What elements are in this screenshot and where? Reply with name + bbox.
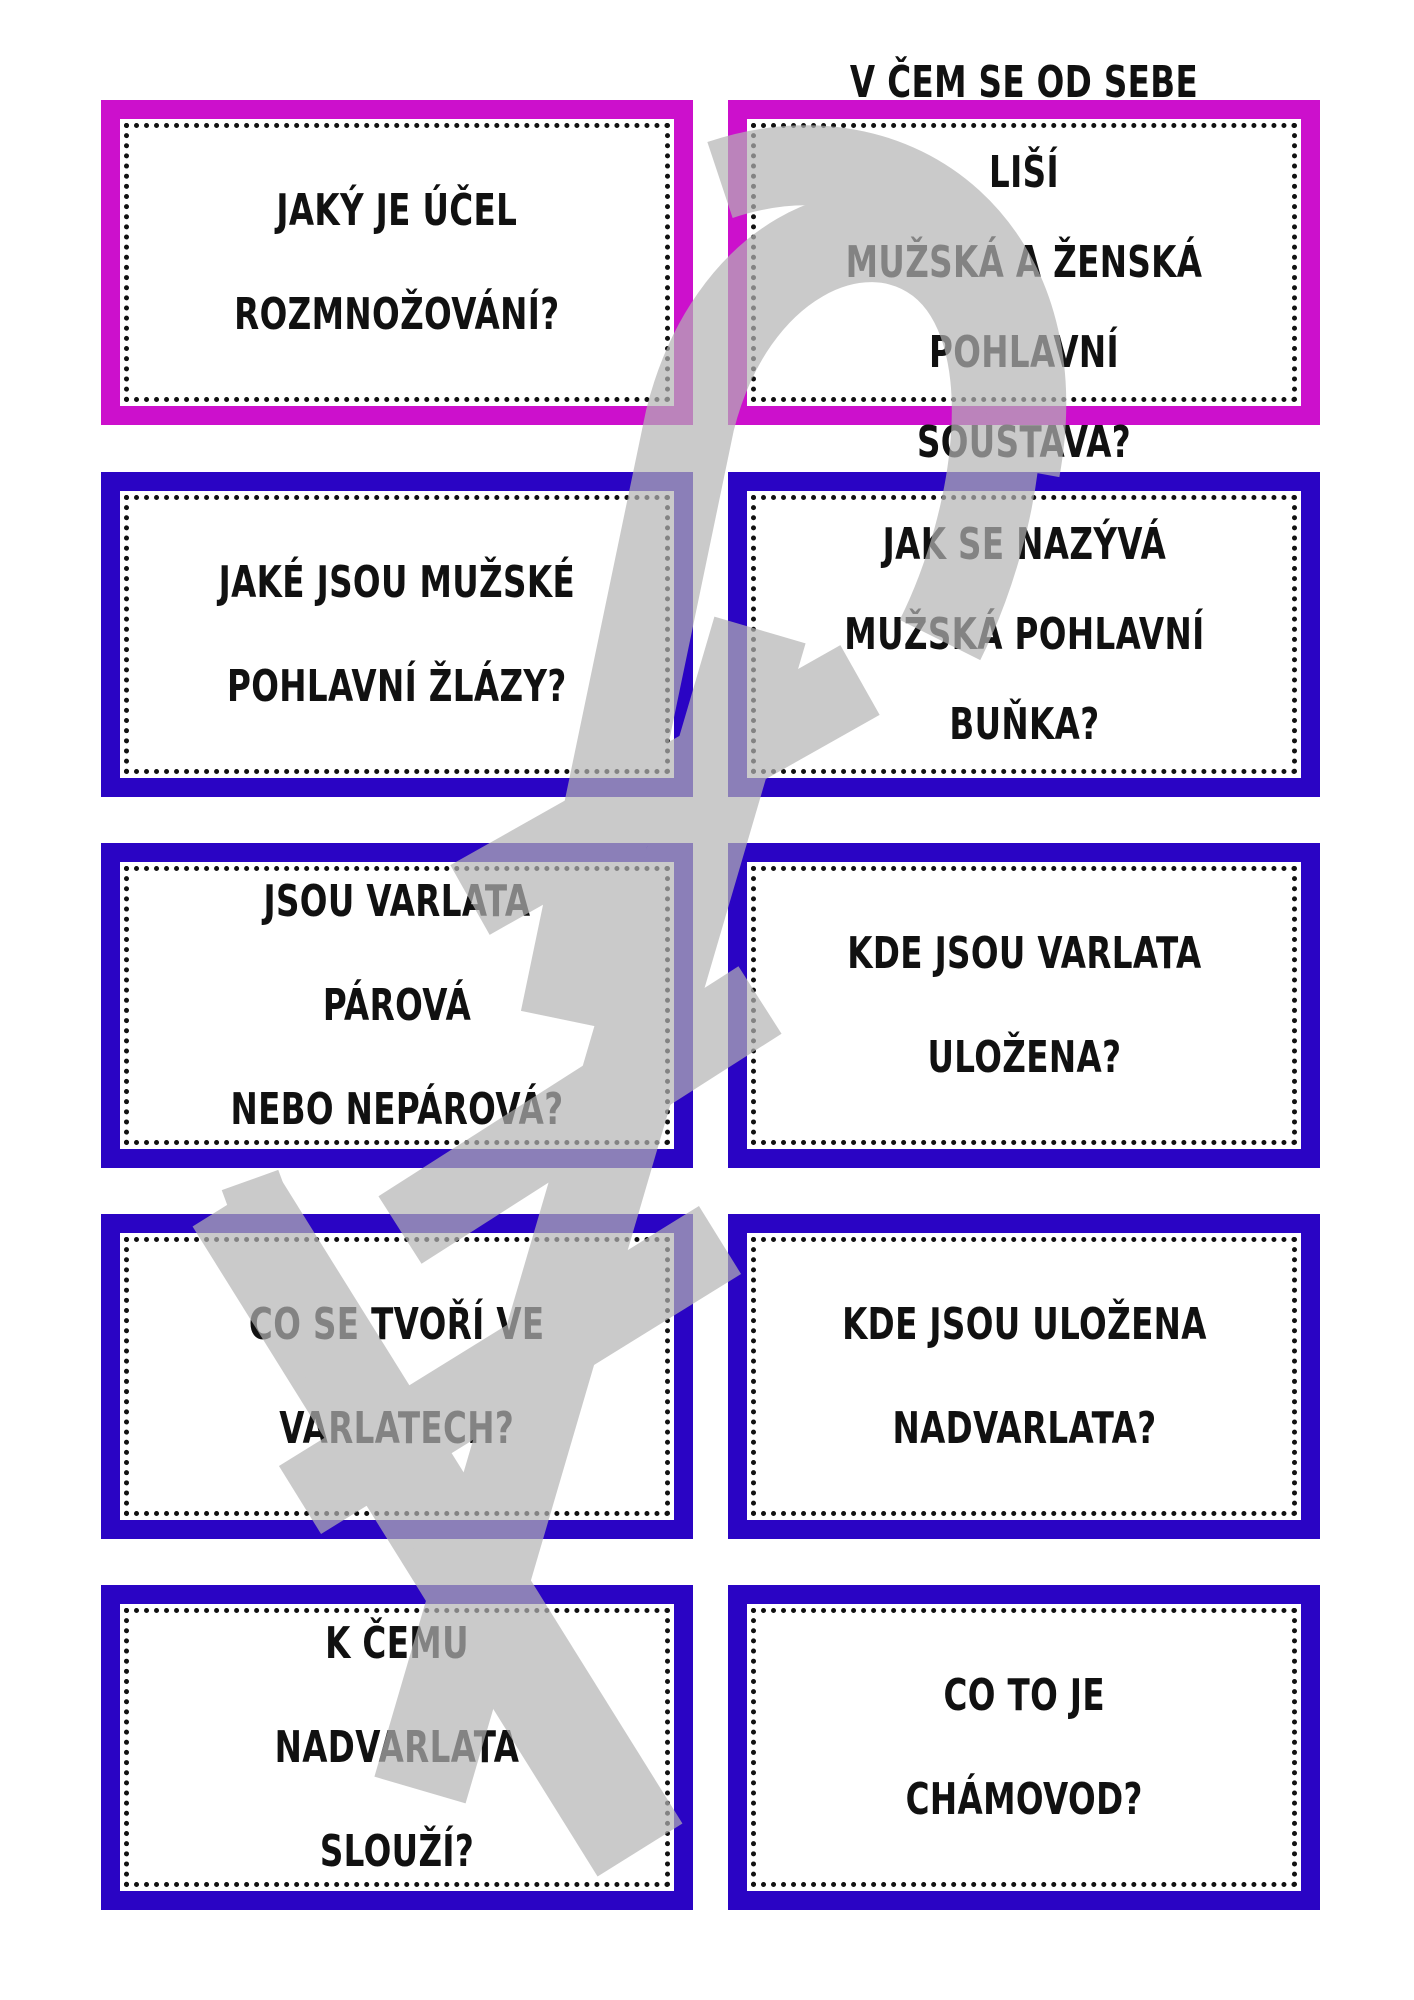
card-dotted-frame	[751, 1608, 1297, 1887]
card-dotted-frame	[124, 1237, 670, 1516]
card-question-text: JAKÝ JE ÚČEL ROZMNOŽOVÁNÍ?	[234, 184, 560, 340]
question-card-3	[101, 472, 693, 797]
card-dotted-frame	[124, 495, 670, 774]
card-question-text: JAK SE NAZÝVÁ MUŽSKÁ POHLAVNÍ BUŇKA?	[843, 518, 1205, 750]
card-question-text: K ČEMU NADVARLATA SLOUŽÍ?	[274, 1617, 520, 1877]
card-question-text: JSOU VARLATA PÁROVÁ NEBO NEPÁROVÁ?	[230, 875, 564, 1135]
card-dotted-frame	[751, 495, 1297, 774]
card-question-text: CO TO JE CHÁMOVOD?	[905, 1669, 1143, 1825]
question-card-2	[728, 56, 1320, 468]
question-card-9	[101, 1585, 693, 1910]
question-card-7	[101, 1214, 693, 1539]
question-card-6	[728, 843, 1320, 1168]
question-card-5	[101, 843, 693, 1168]
card-dotted-frame	[124, 1608, 670, 1887]
card-question-text: JAKÉ JSOU MUŽSKÉ POHLAVNÍ ŽLÁZY?	[218, 556, 576, 712]
question-card-1	[101, 100, 693, 425]
question-card-4	[728, 472, 1320, 797]
question-card-8	[728, 1214, 1320, 1539]
card-question-text: KDE JSOU ULOŽENA NADVARLATA?	[841, 1298, 1207, 1454]
card-question-text: V ČEM SE OD SEBE LIŠÍ MUŽSKÁ A ŽENSKÁ POHLAVNÍ SOUSTAVA?	[845, 56, 1203, 468]
card-dotted-frame	[124, 123, 670, 402]
card-dotted-frame	[751, 866, 1297, 1145]
card-question-text: CO SE TVOŘÍ VE VARLATECH?	[249, 1298, 545, 1454]
card-dotted-frame	[124, 866, 670, 1145]
card-dotted-frame	[751, 1237, 1297, 1516]
question-card-10	[728, 1585, 1320, 1910]
card-question-text: KDE JSOU VARLATA ULOŽENA?	[846, 927, 1202, 1083]
card-dotted-frame	[751, 56, 1297, 468]
